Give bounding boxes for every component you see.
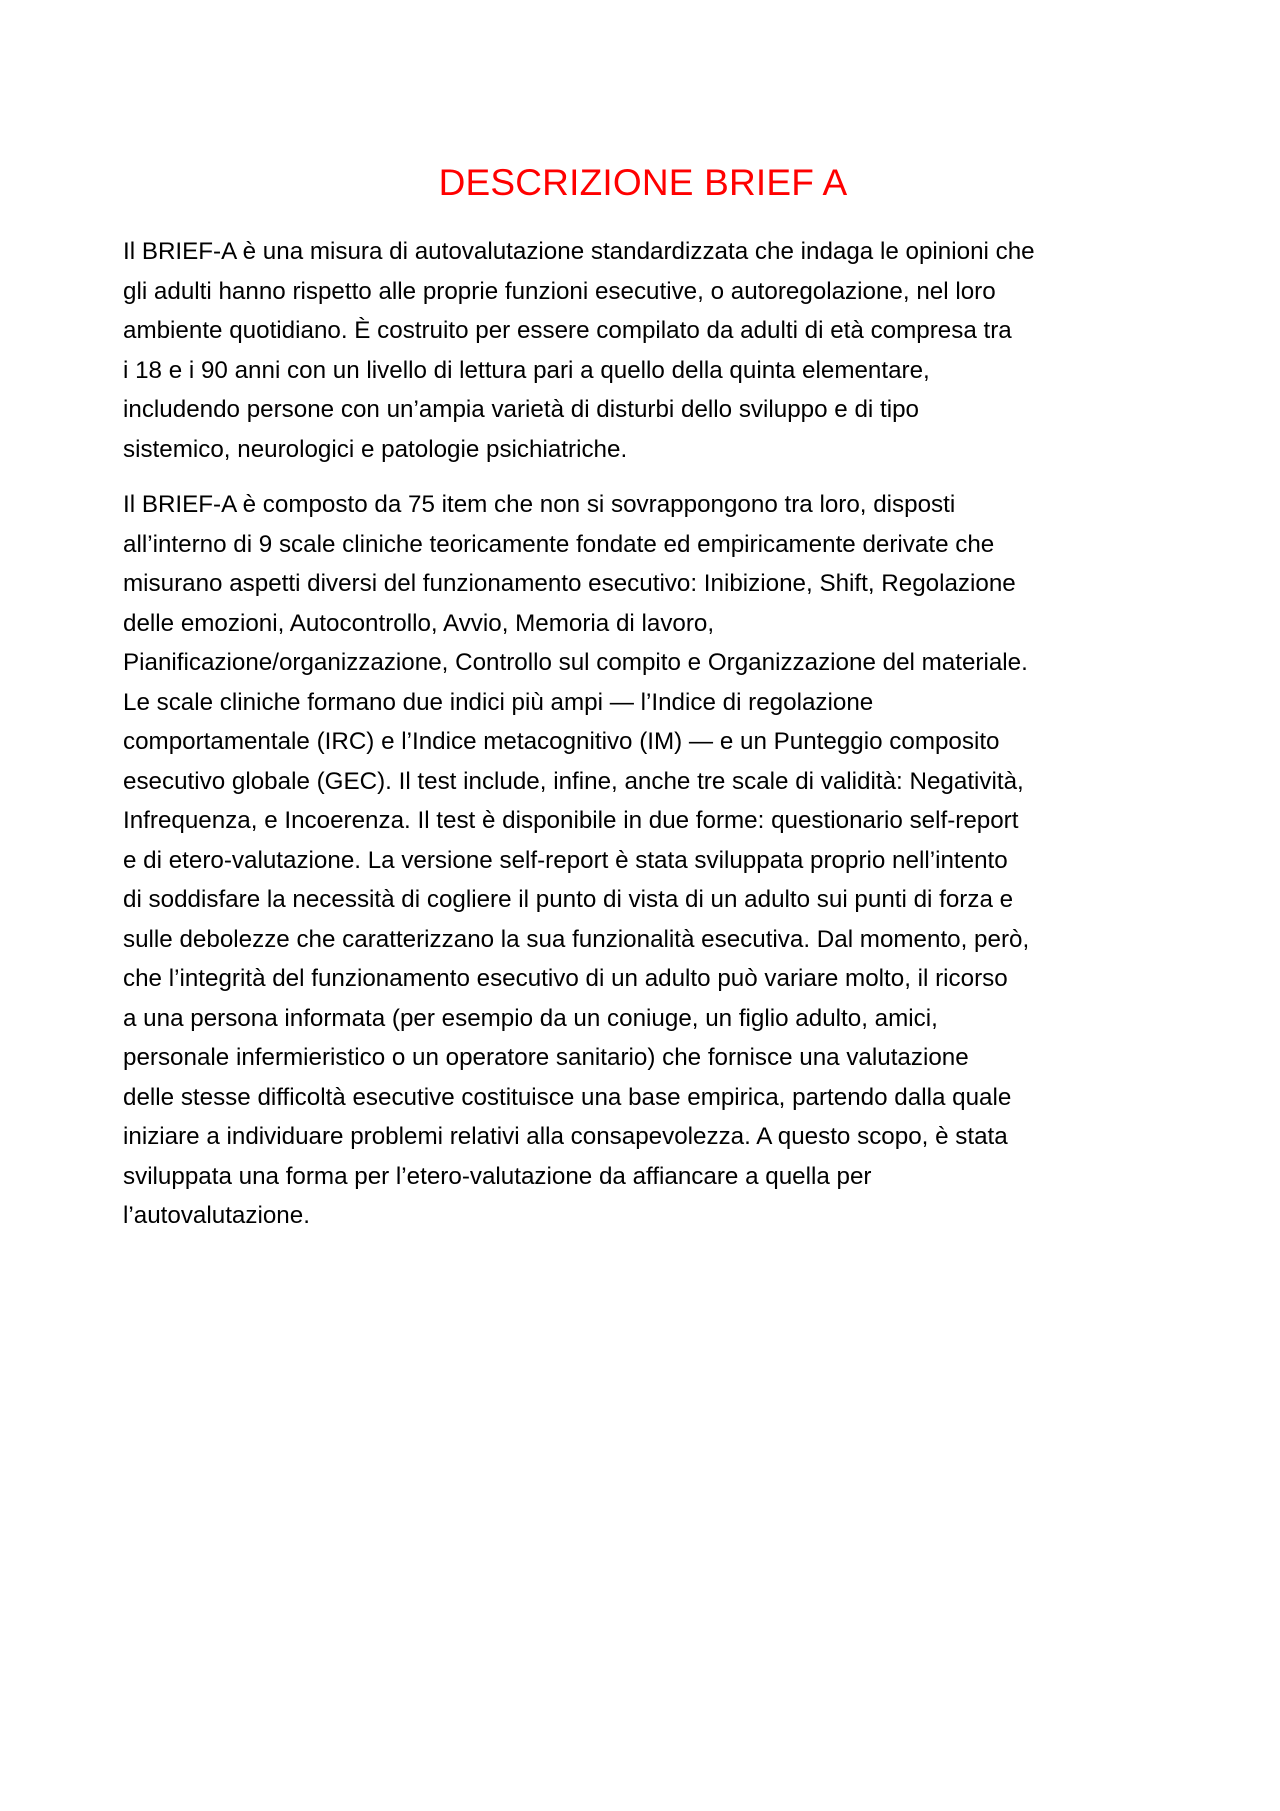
paragraph-line: includendo persone con un’ampia varietà di disturbi dello sviluppo e di tipo [123,396,920,423]
paragraph-line: esecutivo globale (GEC). Il test include, infine, anche tre scale di validità: Negatività, [123,767,1024,795]
paragraph-line: Infrequenza, e Incoerenza. Il test è disponibile in due forme: questionario self-report [123,807,1019,834]
paragraph-line: gli adulti hanno rispetto alle proprie funzioni esecutive, o autoregolazione, nel loro [123,277,996,305]
paragraph-line: iniziare a individuare problemi relativi alla consapevolezza. A questo scopo, è stata [123,1123,1008,1150]
paragraph-line: che l’integrità del funzionamento esecutivo di un adulto può variare molto, il ricorso [123,965,1008,992]
paragraph-line: personale infermieristico o un operatore sanitario) che fornisce una valutazione [123,1044,969,1071]
paragraph-list [123,232,1163,1236]
paragraph-line: e di etero-valutazione. La versione self-report è stata sviluppata proprio nell’intento [123,846,1008,874]
paragraph-line: Il BRIEF-A è composto da 75 item che non si sovrappongono tra loro, disposti [123,491,956,518]
paragraph-line: a una persona informata (per esempio da un coniuge, un figlio adulto, amici, [123,1004,938,1032]
paragraph-line: delle emozioni, Autocontrollo, Avvio, Memoria di lavoro, [123,609,715,637]
paragraph-line: comportamentale (IRC) e l’Indice metacognitivo (IM) — e un Punteggio composito [123,728,1000,755]
paragraph-line: l’autovalutazione. [123,1202,310,1229]
body-paragraph [123,485,1163,1236]
paragraph-line: misurano aspetti diversi del funzionamento esecutivo: Inibizione, Shift, Regolazione [123,570,1016,597]
document-title: DESCRIZIONE BRIEF A [438,162,848,203]
paragraph-line: di soddisfare la necessità di cogliere il punto di vista di un adulto sui punti di forza e [123,886,1014,913]
paragraph-line: sistemico, neurologici e patologie psichiatriche. [123,435,628,463]
paragraph-line: Il BRIEF-A è una misura di autovalutazione standardizzata che indaga le opinioni che [123,238,1035,265]
paragraph-line: sulle debolezze che caratterizzano la sua funzionalità esecutiva. Dal momento, però, [123,925,1030,953]
paragraph-line: Le scale cliniche formano due indici più ampi — l’Indice di regolazione [123,688,874,716]
document-body [123,160,1163,1252]
paragraph-line: sviluppata una forma per l’etero-valutazione da affiancare a quella per [123,1162,872,1190]
paragraph-line: all’interno di 9 scale cliniche teoricamente fondate ed empiricamente derivate che [123,530,995,558]
paragraph-line: i 18 e i 90 anni con un livello di lettura pari a quello della quinta elementare, [123,356,930,384]
body-paragraph [123,232,1163,469]
paragraph-line: ambiente quotidiano. È costruito per essere compilato da adulti di età compresa tra [123,317,1012,344]
paragraph-line: Pianificazione/organizzazione, Controllo sul compito e Organizzazione del materiale. [123,649,1028,676]
paragraph-line: delle stesse difficoltà esecutive costituisce una base empirica, partendo dalla quale [123,1083,1012,1111]
